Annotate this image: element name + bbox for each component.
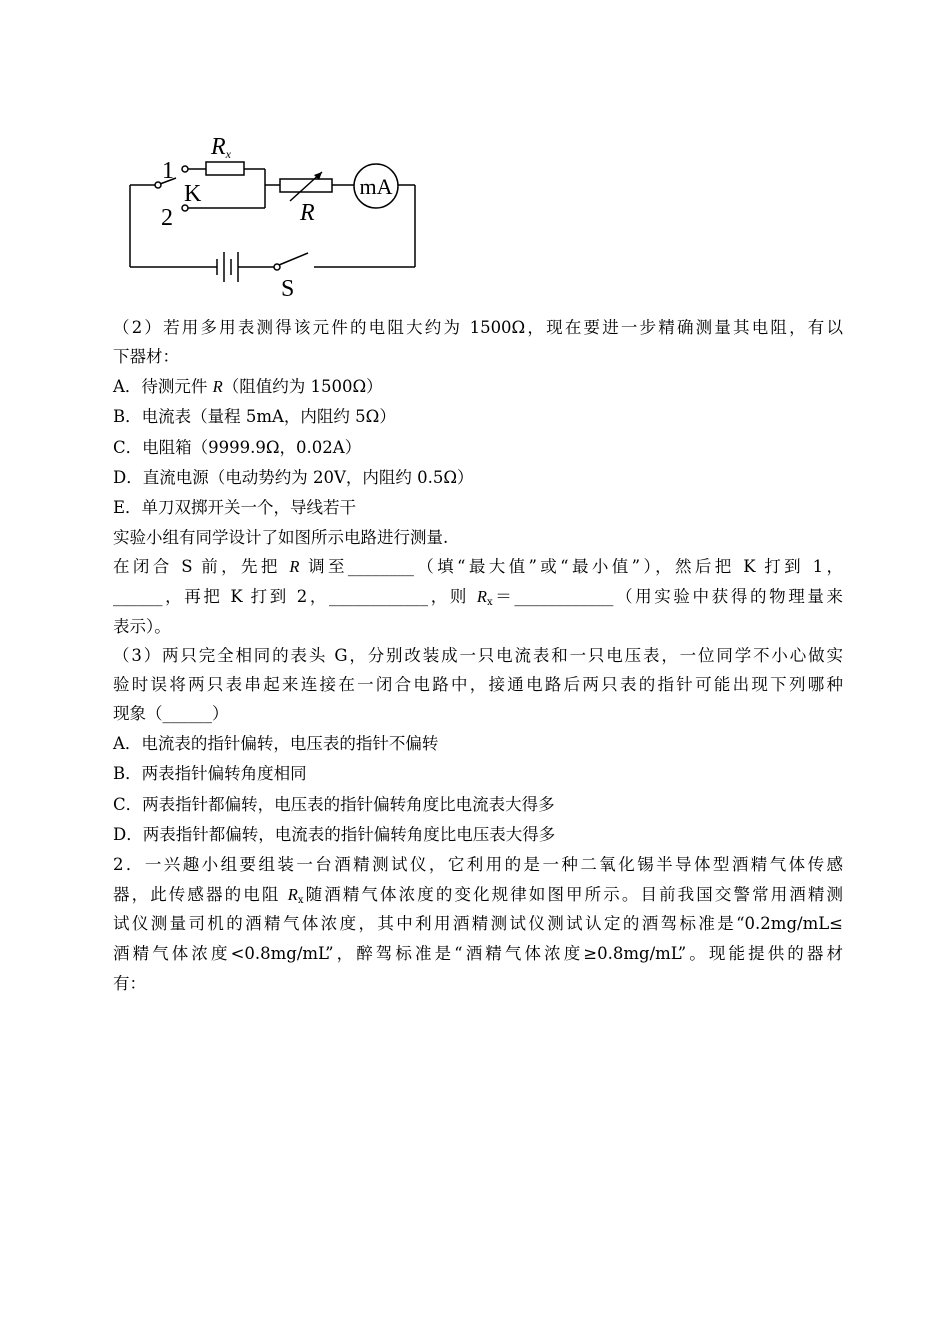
p2-line3: 试仪测量司机的酒精气体浓度，其中利用酒精测试仪测试认定的酒驾标准是“0.2mg/mL≤	[113, 914, 843, 933]
q3-option-c: C．两表指针都偏转，电压表的指针偏转角度比电流表大得多	[113, 795, 555, 814]
q2-option-d: D．直流电源（电动势约为 20V，内阻约 0.5Ω）	[113, 468, 474, 487]
q2-step-line2: ______，再把 K 打到 2，____________，则 $R_x=\_\_\_\_\_\_\_\_\_\_\_\_$（用实验中获得的物理量来	[113, 587, 844, 608]
q2-step-line1: 在闭合 S 前，先把 R 调至________（填“最大值”或“最小值”），然后把 K 打到 1，	[113, 557, 843, 576]
label-contact-2: 2	[161, 205, 173, 231]
q2-option-a: A．待测元件 R（阻值约为 1500Ω）	[113, 377, 383, 396]
q3-line3: 现象（______）	[113, 704, 229, 723]
p2-line4: 酒精气体浓度<0.8mg/mL”，醉驾标准是“酒精气体浓度≥0.8mg/mL”。现能提供的器材	[113, 944, 843, 963]
q3-line1: （3）两只完全相同的表头 G，分别改装成一只电流表和一只电压表，一位同学不小心做实	[113, 646, 843, 665]
q3-line2: 验时误将两只表串起来连接在一闭合电路中，接通电路后两只表的指针可能出现下列哪种	[113, 675, 843, 694]
q2-intro-line2: 下器材：	[113, 347, 179, 366]
q2-option-c: C．电阻箱（9999.9Ω，0.02A）	[113, 438, 362, 457]
q2-design-text: 实验小组有同学设计了如图所示电路进行测量.	[113, 528, 449, 547]
q2-option-e: E．单刀双掷开关一个，导线若干	[113, 498, 357, 517]
label-variable-resistor: R	[300, 200, 315, 226]
q3-option-a: A．电流表的指针偏转，电压表的指针不偏转	[113, 734, 439, 753]
label-contact-1: 1	[162, 158, 174, 184]
switch-s-blade	[279, 253, 308, 265]
contact-1	[182, 166, 188, 172]
q2-step-line3: 表示）。	[113, 617, 171, 636]
circuit-diagram	[118, 126, 428, 304]
q2-option-b: B．电流表（量程 5mA，内阻约 5Ω）	[113, 407, 396, 426]
q2-intro-line1: （2）若用多用表测得该元件的电阻大约为 1500Ω，现在要进一步精确测量其电阻，有以	[113, 318, 843, 337]
resistor-rx	[206, 162, 244, 175]
label-switch-s: S	[281, 276, 295, 302]
q3-option-d: D．两表指针都偏转，电流表的指针偏转角度比电压表大得多	[113, 825, 556, 844]
p2-line1: 2．一兴趣小组要组装一台酒精测试仪，它利用的是一种二氧化锡半导体型酒精气体传感	[113, 855, 843, 874]
q3-option-b: B．两表指针偏转角度相同	[113, 764, 307, 783]
switch-k-pivot	[155, 182, 161, 188]
label-milliammeter: mA	[359, 174, 393, 199]
label-switch-k: K	[184, 181, 202, 207]
p2-line5: 有：	[113, 974, 146, 993]
label-rx: Rx	[211, 134, 231, 161]
p2-line2: 器，此传感器的电阻 $R_x$随酒精气体浓度的变化规律如图甲所示。目前我国交警常用酒精测	[113, 885, 844, 906]
